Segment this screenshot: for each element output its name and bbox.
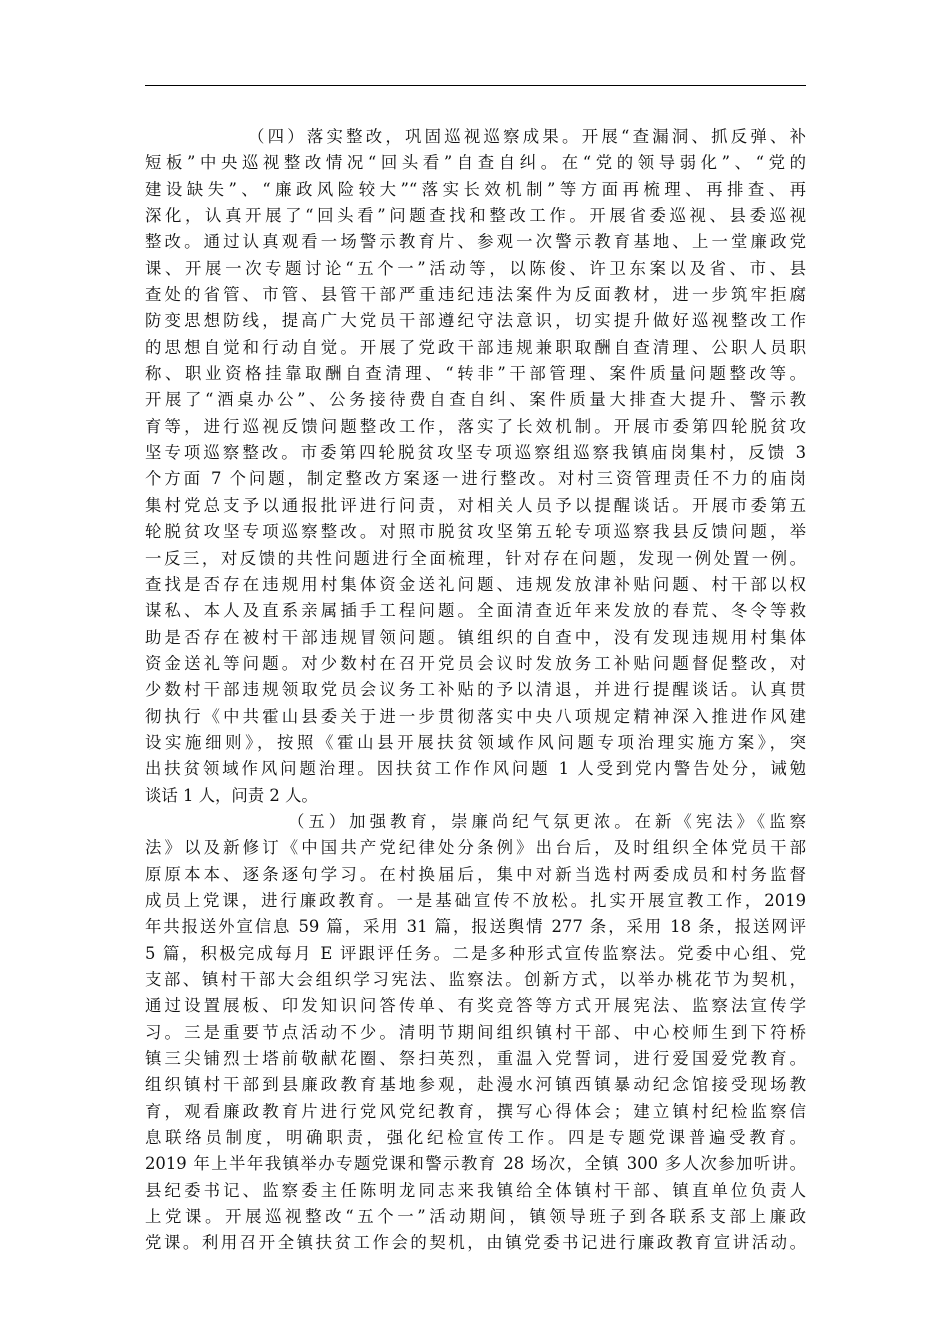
text-line: 整改。通过认真观看一场警示教育片、参观一次警示教育基地、上一堂廉政党 — [145, 232, 806, 252]
text-line: 坚专项巡察整改。市委第四轮脱贫攻坚专项巡察组巡察我镇庙岗集村，反馈 3 — [145, 443, 806, 463]
text-line: 镇三尖铺烈士塔前敬献花圈、祭扫英烈，重温入党誓词，进行爱国爱党教育。 — [145, 1049, 806, 1069]
text-line: 查处的省管、市管、县管干部严重违纪违法案件为反面教材，进一步筑牢拒腐 — [145, 285, 806, 305]
header-rule — [145, 85, 806, 86]
text-line: 息联络员制度，明确职责，强化纪检宣传工作。四是专题党课普遍受教育。 — [145, 1128, 806, 1148]
text-line: 育，观看廉政教育片进行党风党纪教育，撰写心得体会；建立镇村纪检监察信 — [145, 1101, 806, 1121]
text-line: 通过设置展板、印发知识问答传单、有奖竞答等方式开展宪法、监察法宣传学 — [145, 996, 806, 1016]
text-line: 年共报送外宣信息 59 篇，采用 31 篇，报送舆情 277 条，采用 18 条，报送网评 — [145, 917, 806, 937]
text-line: 谋私、本人及直系亲属插手工程问题。全面清查近年来发放的春荒、冬令等救 — [145, 601, 806, 621]
text-line: 彻执行《中共霍山县委关于进一步贯彻落实中央八项规定精神深入推进作风建 — [145, 706, 806, 726]
text-line: 的思想自觉和行动自觉。开展了党政干部违规兼职取酬自查清理、公职人员职 — [145, 337, 806, 357]
text-line: 2019 年上半年我镇举办专题党课和警示教育 28 场次，全镇 300 多人次参加听讲。 — [145, 1154, 806, 1174]
text-line: 支部、镇村干部大会组织学习宪法、监察法。创新方式，以举办桃花节为契机， — [145, 970, 806, 989]
text-line: 开展了“酒桌办公”、公务接待费自查自纠、案件质量大排查大提升、警示教 — [145, 390, 806, 410]
paragraph-section-5 — [145, 809, 806, 1257]
text-line: 法》以及新修订《中国共产党纪律处分条例》出台后，及时组织全体党员干部 — [145, 838, 806, 858]
text-line: 轮脱贫攻坚专项巡察整改。对照市脱贫攻坚第五轮专项巡察我县反馈问题，举 — [145, 522, 806, 542]
text-line: 原原本本、逐条逐句学习。在村换届后，集中对新当选村两委成员和村务监督 — [145, 864, 806, 884]
text-line: 建设缺失”、“廉政风险较大”“落实长效机制”等方面再梳理、再排查、再 — [145, 179, 806, 199]
paragraph-section-4 — [145, 124, 806, 809]
text-line: 资金送礼等问题。对少数村在召开党员会议时发放务工补贴问题督促整改，对 — [145, 653, 806, 673]
text-line: 课、开展一次专题讨论“五个一”活动等，以陈俊、许卫东案以及省、市、县 — [145, 258, 806, 278]
text-line: 防变思想防线，提高广大党员干部遵纪守法意识，切实提升做好巡视整改工作 — [145, 311, 806, 331]
text-line: 上党课。开展巡视整改“五个一”活动期间，镇领导班子到各联系支部上廉政 — [145, 1207, 806, 1227]
text-line: 谈话 1 人，问责 2 人。 — [145, 785, 318, 805]
text-line: 个方面 7 个问题，制定整改方案逐一进行整改。对村三资管理责任不力的庙岗 — [145, 469, 806, 489]
document-body — [145, 124, 806, 1257]
text-line: 育等，进行巡视反馈问题整改工作，落实了长效机制。开展市委第四轮脱贫攻 — [145, 416, 806, 436]
text-line: （五）加强教育，崇廉尚纪气氛更浓。在新《宪法》《监察 — [288, 811, 806, 831]
text-line: 党课。利用召开全镇扶贫工作会的契机，由镇党委书记进行廉政教育宣讲活动。 — [145, 1233, 806, 1253]
text-line: 助是否存在被村干部违规冒领问题。镇组织的自查中，没有发现违规用村集体 — [145, 627, 806, 647]
text-line: 5 篇，积极完成每月 E 评跟评任务。二是多种形式宣传监察法。党委中心组、党 — [145, 943, 806, 963]
text-line: 深化，认真开展了“回头看”问题查找和整改工作。开展省委巡视、县委巡视 — [145, 206, 806, 226]
text-line: 出扶贫领域作风问题治理。因扶贫工作作风问题 1 人受到党内警告处分，诫勉 — [145, 759, 806, 779]
text-line: 集村党总支予以通报批评进行问责，对相关人员予以提醒谈话。开展市委第五 — [145, 495, 806, 515]
text-line: （四）落实整改，巩固巡视巡察成果。开展“查漏洞、抓反弹、补 — [248, 127, 806, 146]
text-line: 少数村干部违规领取党员会议务工补贴的予以清退，并进行提醒谈话。认真贯 — [145, 680, 806, 700]
text-line: 称、职业资格挂靠取酬自查清理、“转非”干部管理、案件质量问题整改等。 — [145, 364, 806, 384]
text-line: 查找是否存在违规用村集体资金送礼问题、违规发放津补贴问题、村干部以权 — [145, 574, 806, 594]
text-line: 成员上党课，进行廉政教育。一是基础宣传不放松。扎实开展宣教工作，2019 — [145, 890, 806, 910]
text-line: 县纪委书记、监察委主任陈明龙同志来我镇给全体镇村干部、镇直单位负责人 — [145, 1180, 806, 1200]
text-line: 短板”中央巡视整改情况“回头看”自查自纠。在“党的领导弱化”、“党的 — [145, 153, 806, 173]
text-line: 一反三，对反馈的共性问题进行全面梳理，针对存在问题，发现一例处置一例。 — [145, 548, 806, 568]
text-line: 习。三是重要节点活动不少。清明节期间组织镇村干部、中心校师生到下符桥 — [145, 1022, 806, 1042]
text-line: 设实施细则》，按照《霍山县开展扶贫领域作风问题专项治理实施方案》，突 — [145, 732, 806, 752]
text-line: 组织镇村干部到县廉政教育基地参观，赴漫水河镇西镇暴动纪念馆接受现场教 — [145, 1075, 806, 1095]
